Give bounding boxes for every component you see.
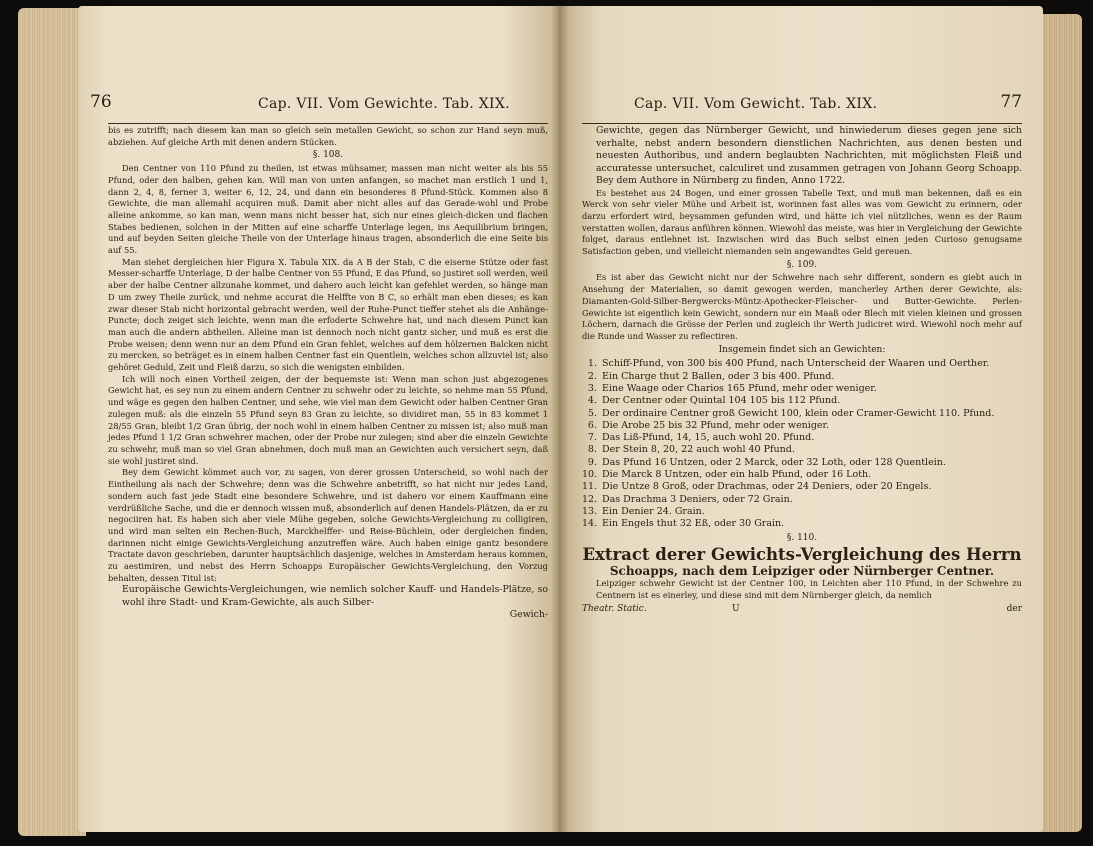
- list-item-text: Das Pfund 16 Untzen, oder 2 Marck, oder 32 Loth, oder 128 Quentlein.: [602, 456, 946, 468]
- list-item-text: Das Liß-Pfund, 14, 15, auch wohl 20. Pfund.: [602, 432, 815, 444]
- header-rule: [582, 123, 1022, 124]
- book-gutter: [551, 6, 569, 832]
- list-item-text: Die Arobe 25 bis 32 Pfund, mehr oder weniger.: [602, 419, 830, 431]
- list-item-number: 3.: [587, 382, 597, 394]
- list-item-number: 13.: [582, 505, 598, 517]
- list-item: [582, 395, 1022, 407]
- paragraph: Man siehet dergleichen hier Figura X. Tabula XIX. da A B der Stab, C die eiserne Stütze oder fast Messer-scharffe Unterlage, D der halbe Centner von 55 Pfund, E das Pfund, so justiret soll werden, weil aber der halbe Centner allzunahe kommet, und dahero auch leicht kan gefehlet werden, so hänge man D um zwey Theile zurück, und nehme accurat die Helffte von B C, so erhält man eben dieses; es kan zwar dieser Stab nicht horizontal gebracht werden, weil der Ruhe-Punct tieffer stehet als die Anhänge-Puncte; doch zeiget sich leichte, wenn man die erfoderte Schwehre hat, und nach diesem Punct kan man auch die andern abtheilen. Alleine man ist dennoch noch nicht gantz sicher, und muß es erst die Probe weisen; denn wenn nur an dem Pfund ein Gran fehlet, welches auf dem hölzernen Balcken nicht zu mercken, so beträget es in einem halben Centner fast ein Quentlein, welches schon allzuviel ist; also gehöret Geduld, Zeit und Fleiß darzu, so sich die wenigsten einbilden.: [108, 256, 548, 373]
- list-item: [582, 457, 1022, 469]
- page-footer: [582, 604, 1022, 618]
- paragraph: Den Centner von 110 Pfund zu theilen, ist etwas mühsamer, massen man nicht weiter als bis 55 Pfund, oder den halben, gehen kan. Will man von unten anfangen, so machet man erstlich 1 und 1, dann 2, 4, 8, ferner 3, weiter 6, 12, 24, und dann ein besonderes 8 Pfund-Stück. Kommen also 8 Gewichte, die man allemahl acquiren muß. Damit aber nicht alles auf das Gerade-wohl und Probe alleine ankomme, so kan man, wenn mans nicht besser hat, sich nur eines gleich-dicken und flachen Stabes bedienen, solchen in der Mitten auf eine scharffe Unterlage legen, ins Aequilibrium bringen, und auf beyden Seiten gleiche Theile von der Unterlage hinaus tragen, absonderlich die eine Seite bis auf 55.: [108, 163, 548, 256]
- footer-catchword: der: [1006, 603, 1022, 614]
- list-item-number: 4.: [587, 395, 597, 407]
- list-item-number: 6.: [587, 419, 597, 431]
- paragraph: Bey dem Gewicht kömmet auch vor, zu sagen, von derer grossen Unterscheid, so wohl nach der Eintheilung als nach der Schwehre; denn was die Schwehre anbetrifft, so hat nicht nur jedes Land, sondern auch fast jede Stadt eine besondere Schwehre, und ist dahero vor einem Kauffmann eine verdrüßliche Sache, und die er dennoch wissen muß, absonderlich auf denen Handels-Plätzen, da er zu negociiren hat. Es haben sich aber viele Mühe gegeben, solche Gewichts-Vergleichung zu colligiren, und wird man selten ein Rechen-Buch, Marckhelffer- und Reise-Büchlein, oder dergleichen finden, darinnen nicht einige Gewichts-Vergleichung anzutreffen wäre. Auch haben einige gantz besondere Tractate davon geschrieben, darunter hauptsächlich dasjenige, welches in Amsterdam heraus kommen, zu aestimiren, und nebst des Herrn Schoapps Europäischer Gewichts-Vergleichung, den Vorzug behalten, dessen Titul ist:: [108, 467, 548, 583]
- list-item-number: 5.: [587, 407, 597, 419]
- left-running-head: Cap. VII. Vom Gewichte. Tab. XIX.: [258, 96, 510, 112]
- list-item: [582, 408, 1022, 420]
- header-rule: [108, 123, 548, 124]
- list-item: [582, 383, 1022, 395]
- left-lead-paragraph: bis es zutrifft; nach diesem kan man so gleich sein metallen Gewicht, so schon zur Hand seyn muß, abziehen. Auf gleiche Arth mit denen andern Stücken.: [108, 125, 548, 147]
- list-item-text: Das Drachma 3 Deniers, oder 72 Grain.: [602, 493, 793, 505]
- list-item-number: 7.: [587, 432, 597, 444]
- list-item-number: 8.: [587, 444, 597, 456]
- right-running-head: Cap. VII. Vom Gewicht. Tab. XIX.: [634, 96, 878, 112]
- catchword: Gewich-: [509, 609, 548, 621]
- list-item: [582, 371, 1022, 383]
- list-intro: Insgemein findet sich an Gewichten:: [718, 344, 886, 355]
- list-item: [582, 506, 1022, 518]
- paragraph: Ich will noch einen Vortheil zeigen, der der bequemste ist: Wenn man schon just abgezogenes Gewicht hat, es sey nun zu einem andern Centner zu schwehr oder zu leichte, so nehme man 55 Pfund, und wäge es gegen den halben Centner, und sehe, wie viel man dem Gewicht oder halben Centner Gran zulegen muß: als die einzeln 55 Pfund seyn 83 Gran zu leichte, so dividiret man, 55 in 83 kommet 1 28/55 Gran, bleibt 1/2 Gran übrig, der noch wohl in einem halben Centner zu missen ist; also muß man jedes Pfund 1 1/2 Gran schwehrer machen, oder der Probe nur zulegen; sind aber die einzeln Gewichte zu schwehr, muß man so viel Gran abnehmen, doch muß man an Gewichten auch versichert seyn, daß sie wohl justiret sind.: [108, 373, 548, 466]
- left-page-number: 76: [90, 92, 112, 112]
- list-item-number: 14.: [582, 518, 598, 530]
- list-item-text: Ein Engels thut 32 Eß, oder 30 Grain.: [602, 518, 785, 530]
- list-item-text: Die Untze 8 Groß, oder Drachmas, oder 24 Deniers, oder 20 Engels.: [602, 481, 932, 493]
- book-title-quote-continued: Gewichte, gegen das Nürnberger Gewicht, und hinwiederum dieses gegen jene sich verhalte, nebst andern besondern dienstlichen Nachrichten, aus denen besten und neuesten Authoribus, und andern beglaubten Nachrichten, mit möglichsten Fleiß und accuratesse untersuchet, calculiret und zusammen getragen von Johann Georg Schoapp. Bey dem Authore in Nürnberg zu finden, Anno 1722.: [596, 125, 1022, 186]
- section-heading-109: §. 109.: [786, 259, 818, 270]
- list-item-text: Der Centner oder Quintal 104 105 bis 112 Pfund.: [602, 395, 841, 407]
- list-item-number: 10.: [582, 469, 598, 481]
- right-page-number: 77: [1000, 92, 1022, 112]
- left-page-text: [90, 92, 548, 621]
- section-heading-110: §. 110.: [786, 532, 818, 543]
- footer-signature-title: Theatr. Static.: [582, 603, 647, 614]
- list-item-text: Ein Charge thut 2 Ballen, oder 3 bis 400. Pfund.: [602, 370, 835, 382]
- list-item-text: Schiff-Pfund, von 300 bis 400 Pfund, nach Unterscheid der Waaren und Oerther.: [602, 358, 990, 370]
- left-page-header: [90, 92, 548, 125]
- right-page-edges: [1040, 14, 1082, 832]
- book-title-quote: Europäische Gewichts-Vergleichungen, wie nemlich solcher Kauff- und Handels-Plätze, so wohl ihre Stadt- und Kram-Gewichte, als auch Silber-: [122, 584, 548, 608]
- left-page-edges: [18, 8, 86, 836]
- section-heading-108: §. 108.: [312, 150, 344, 161]
- list-item: [582, 518, 1022, 530]
- list-item: [582, 420, 1022, 432]
- list-item: [582, 358, 1022, 370]
- list-item-text: Der Stein 8, 20, 22 auch wohl 40 Pfund.: [602, 444, 795, 456]
- list-item-number: 1.: [587, 358, 597, 370]
- list-item-number: 12.: [582, 493, 598, 505]
- list-item: [582, 444, 1022, 456]
- extract-subtitle: Schoapps, nach dem Leipziger oder Nürnberger Centner.: [609, 564, 995, 579]
- list-item-text: Der ordinaire Centner groß Gewicht 100, klein oder Cramer-Gewicht 110. Pfund.: [602, 407, 995, 419]
- paragraph: Es bestehet aus 24 Bogen, und einer grossen Tabelle Text, und muß man bekennen, daß es ein Werck von sehr vieler Mühe und Arbeit ist, worinnen fast alles was vom Gewicht zu erinnern, oder darzu erfordert wird, beysammen gefunden wird, und hätte ich viel nützliches, wenn es der Raum verstatten wollen, daraus anführen können. Wiewohl das meiste, was hier in Vergleichung der Gewichte folget, daraus entlehnet ist. Inzwischen wird das Buch selbst einen jeden Curioso genugsame Satisfaction geben, und vielleicht niemanden sein angewandtes Geld gereuen.: [582, 187, 1022, 257]
- list-item: [582, 481, 1022, 493]
- footer-signature-mark: U: [732, 603, 740, 614]
- list-item-text: Ein Denier 24. Grain.: [602, 505, 705, 517]
- list-item: [582, 469, 1022, 481]
- paragraph: Es ist aber das Gewicht nicht nur der Schwehre nach sehr different, sondern es giebt auch in Ansehung der Materialien, so damit gewogen werden, mancherley Arthen derer Gewichte, als: Diamanten-Gold-Silber-Bergwercks-Müntz-Apothecker-Fleischer- und Butter-Gewichte. Perlen-Gewichte ist eigentlich kein Gewicht, sondern nur ein Maaß oder Blech mit vielen kleinen und grossen Löchern, darnach die Grösse der Perlen und zugleich ihr Werth judiciret wird. Wiewohl noch mehr auf die Runde und Wasser zu reflectiren.: [582, 272, 1022, 341]
- list-item-number: 9.: [587, 456, 597, 468]
- list-item-number: 2.: [587, 370, 597, 382]
- right-page-text: [582, 92, 1022, 618]
- right-page-header: [582, 92, 1022, 125]
- extract-title: Extract derer Gewichts-Vergleichung des Herrn: [582, 545, 1022, 565]
- weights-list: [582, 358, 1022, 530]
- list-item-number: 11.: [582, 481, 598, 493]
- extract-description: Leipziger schwehr Gewicht ist der Centner 100, in Leichten aber 110 Pfund, in der Schwehre zu Centnern ist es einerley, und diese sind mit dem Nürnberger gleich, da nemlich: [596, 578, 1022, 600]
- list-item-text: Eine Waage oder Charios 165 Pfund, mehr oder weniger.: [602, 382, 877, 394]
- list-item: [582, 494, 1022, 506]
- list-item: [582, 432, 1022, 444]
- list-item-text: Die Marck 8 Untzen, oder ein halb Pfund, oder 16 Loth.: [602, 469, 872, 481]
